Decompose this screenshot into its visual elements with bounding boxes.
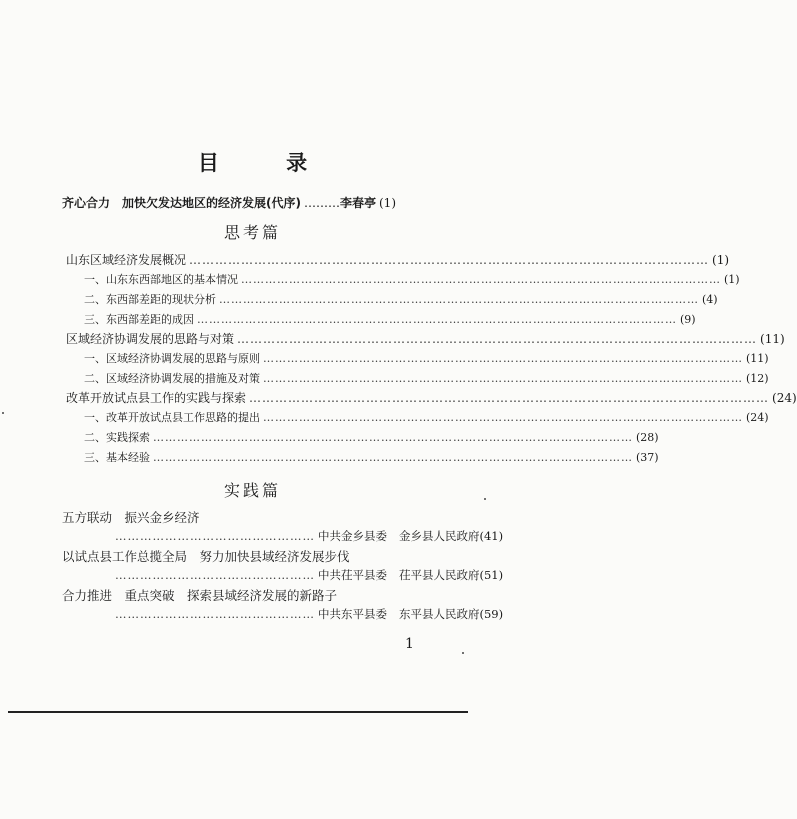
leader-dots: ………………………………………………………………………………………………………… [263, 411, 743, 424]
scan-speck [2, 412, 4, 414]
leader-dots: ………………………………………………………………………………………………………… [263, 352, 743, 365]
leader-dots: ………………………………………………………………………………………………………… [197, 313, 677, 326]
county-government: 东平县人民政府 [399, 607, 480, 621]
party-committee: 中共金乡县委 [318, 529, 387, 543]
toc-entry[interactable] [84, 271, 740, 289]
leader-dots: ………………………………………………………………………………………………………… [249, 391, 770, 405]
entry-title: 三、东西部差距的成因 [84, 313, 194, 326]
entry-page: (1) [724, 273, 740, 286]
practice-entry-author [115, 527, 504, 545]
entry-page: (1) [712, 253, 730, 267]
practice-entry-title[interactable]: 合力推进 重点突破 探索县域经济发展的新路子 [62, 588, 338, 603]
toc-entry[interactable] [66, 389, 797, 407]
page-edge-rule [8, 711, 468, 713]
leader-dots: ………………………………………………………………………………………………………… [237, 332, 758, 346]
toc-preface[interactable] [62, 194, 434, 212]
leader-dots: ………………………………………………………………………………………………………… [153, 431, 633, 444]
page-title: 目 录 [197, 151, 338, 175]
scan-speck [462, 652, 464, 654]
toc-entry[interactable] [66, 251, 730, 269]
entry-page: (11) [760, 332, 785, 346]
practice-entry-title[interactable]: 以试点县工作总揽全局 努力加快县域经济发展步伐 [62, 549, 350, 564]
preface-author: 李春亭 [339, 196, 376, 210]
entry-title: 二、区域经济协调发展的措施及对策 [84, 372, 260, 385]
preface-dots: ……… [303, 196, 340, 210]
entry-title: 一、山东东西部地区的基本情况 [84, 273, 238, 286]
entry-title: 改革开放试点县工作的实践与探索 [66, 391, 247, 405]
county-government: 金乡县人民政府 [399, 529, 480, 543]
entry-page: (51) [479, 568, 504, 582]
leader-dots: ………………………………………………………………………………………………………… [241, 273, 721, 286]
leader-dots: ………………………………………………………………………………………………………… [153, 451, 633, 464]
entry-page: (28) [636, 431, 659, 444]
entry-title: 二、东西部差距的现状分析 [84, 293, 216, 306]
practice-entry-author [115, 566, 504, 584]
scan-speck [484, 498, 486, 500]
entry-title: 一、区域经济协调发展的思路与原则 [84, 352, 260, 365]
entry-page: (11) [746, 352, 769, 365]
county-government: 茌平县人民政府 [399, 568, 480, 582]
toc-entry[interactable] [84, 370, 769, 388]
leader-dots: ………………………………………………………………………………………………………… [263, 372, 743, 385]
entry-page: (41) [479, 529, 504, 543]
party-committee: 中共茌平县委 [318, 568, 387, 582]
entry-page: (4) [702, 293, 718, 306]
leader-dots: ………………………………………… [115, 529, 315, 543]
leader-dots: ………………………………………… [115, 607, 315, 621]
section-heading-thinking: 思考篇 [223, 223, 281, 242]
toc-entry[interactable] [84, 291, 718, 309]
toc-entry[interactable] [66, 330, 785, 348]
party-committee: 中共东平县委 [318, 607, 387, 621]
practice-entry-title[interactable]: 五方联动 振兴金乡经济 [62, 510, 200, 525]
toc-entry[interactable] [84, 409, 769, 427]
entry-page: (37) [636, 451, 659, 464]
leader-dots: ………………………………………………………………………………………………………… [219, 293, 699, 306]
page-number: 1 [405, 636, 414, 652]
preface-title: 齐心合力 加快欠发达地区的经济发展(代序) [62, 196, 301, 210]
leader-dots: ………………………………………… [115, 568, 315, 582]
entry-page: (24) [772, 391, 797, 405]
toc-entry[interactable] [84, 350, 769, 368]
toc-entry[interactable] [84, 449, 659, 467]
entry-page: (9) [680, 313, 696, 326]
preface-page: (1) [379, 196, 396, 210]
entry-page: (59) [479, 607, 504, 621]
entry-title: 三、基本经验 [84, 451, 150, 464]
toc-entry[interactable] [84, 429, 659, 447]
section-heading-practice: 实践篇 [223, 481, 281, 500]
entry-title: 山东区域经济发展概况 [66, 253, 187, 267]
entry-title: 一、改革开放试点县工作思路的提出 [84, 411, 260, 424]
practice-entry-author [115, 605, 504, 623]
entry-title: 二、实践探索 [84, 431, 150, 444]
entry-title: 区域经济协调发展的思路与对策 [66, 332, 235, 346]
leader-dots: ………………………………………………………………………………………………………… [189, 253, 710, 267]
toc-entry[interactable] [84, 311, 696, 329]
entry-page: (24) [746, 411, 769, 424]
entry-page: (12) [746, 372, 769, 385]
